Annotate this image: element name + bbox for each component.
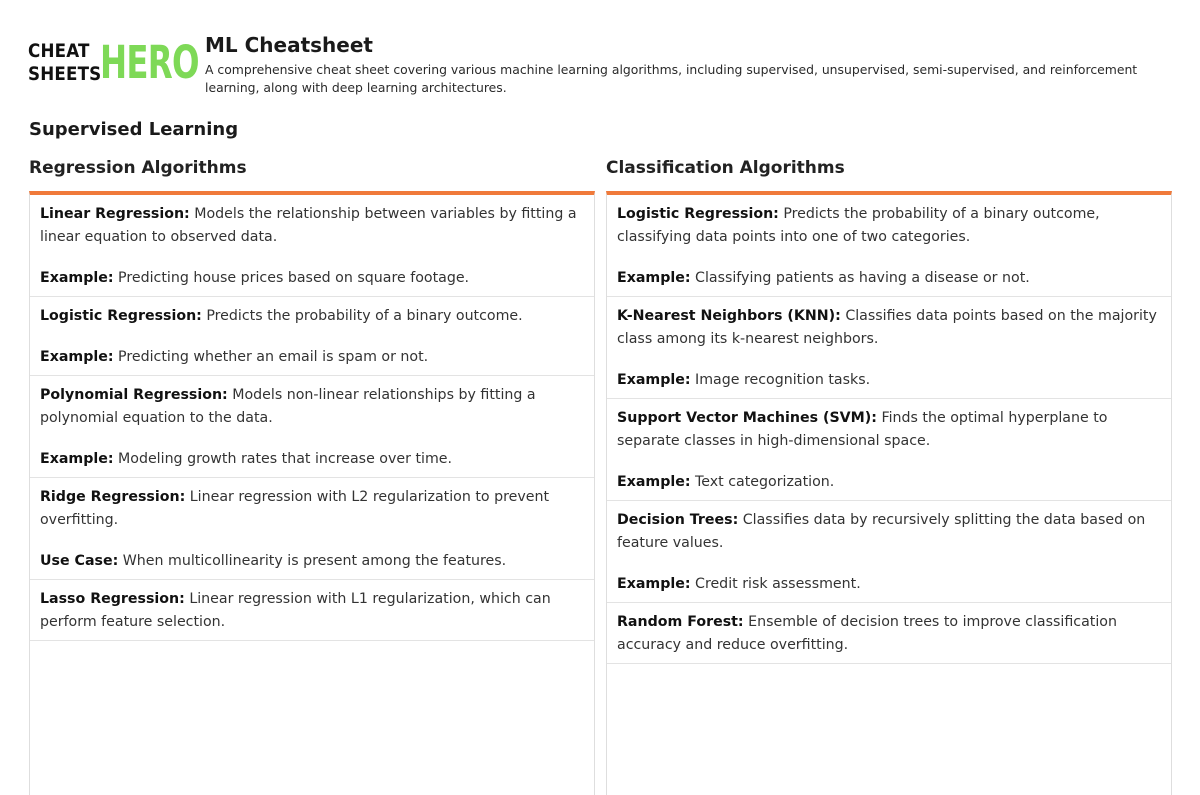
item-name: Logistic Regression: (40, 308, 202, 324)
regression-column (29, 157, 595, 795)
item-description: Linear regression with L2 regularization to prevent overfitting. (40, 489, 550, 528)
logo-word-cheat: CHEAT (28, 40, 90, 62)
logo[interactable] (28, 36, 199, 89)
item-example-label: Example: (617, 372, 691, 388)
list-item (30, 297, 594, 376)
list-item (30, 478, 594, 580)
item-example-label: Example: (617, 270, 691, 286)
column-title: Regression Algorithms (29, 158, 247, 178)
item-name: Random Forest: (617, 614, 744, 630)
classification-column (606, 157, 1172, 795)
item-name: Support Vector Machines (SVM): (617, 410, 877, 426)
item-example: Classifying patients as having a disease or not. (695, 270, 1030, 286)
item-name: K-Nearest Neighbors (KNN): (617, 308, 841, 324)
item-example-label: Example: (617, 474, 691, 490)
item-description: Predicts the probability of a binary outcome, classifying data points into one of two categories. (617, 206, 1100, 245)
list-item (607, 399, 1171, 501)
item-name: Logistic Regression: (617, 206, 779, 222)
item-example-label: Example: (40, 270, 114, 286)
item-example-label: Use Case: (40, 553, 119, 569)
column-title: Classification Algorithms (606, 158, 845, 178)
item-example: When multicollinearity is present among the features. (122, 553, 507, 569)
item-name: Decision Trees: (617, 512, 739, 528)
list-item (607, 603, 1171, 664)
item-description: Classifies data points based on the majority class among its k-nearest neighbors. (617, 308, 1157, 347)
item-description: Models non-linear relationships by fitting a polynomial equation to the data. (40, 387, 536, 426)
logo-word-sheets: SHEETS (28, 63, 102, 85)
item-example: Modeling growth rates that increase over time. (118, 451, 453, 467)
item-name: Lasso Regression: (40, 591, 185, 607)
logo-word-hero: HERO (100, 36, 199, 89)
item-example-label: Example: (40, 451, 114, 467)
item-description: Classifies data by recursively splitting the data based on feature values. (617, 512, 1146, 551)
item-name: Ridge Regression: (40, 489, 186, 505)
item-example: Predicting house prices based on square footage. (118, 270, 470, 286)
item-name: Linear Regression: (40, 206, 190, 222)
item-name: Polynomial Regression: (40, 387, 228, 403)
list-item (30, 376, 594, 478)
item-example-label: Example: (617, 576, 691, 592)
item-example-label: Example: (40, 349, 114, 365)
list-item (607, 195, 1171, 297)
item-description: Ensemble of decision trees to improve classification accuracy and reduce overfitting. (617, 614, 1117, 653)
item-description: Predicts the probability of a binary outcome. (206, 308, 523, 324)
list-item (30, 580, 594, 641)
regression-card (29, 191, 595, 795)
item-example: Text categorization. (695, 474, 835, 490)
item-example: Predicting whether an email is spam or not. (118, 349, 429, 365)
list-item (607, 501, 1171, 603)
item-description: Models the relationship between variables by fitting a linear equation to observed data. (40, 206, 577, 245)
page-description: A comprehensive cheat sheet covering various machine learning algorithms, including supervised, unsupervised, semi-supervised, and reinforcement learning, along with deep learning architectures. (205, 62, 1138, 95)
list-item (607, 297, 1171, 399)
classification-card (606, 191, 1172, 795)
item-description: Finds the optimal hyperplane to separate classes in high-dimensional space. (617, 410, 1108, 449)
page-title: ML Cheatsheet (205, 33, 373, 57)
list-item (30, 195, 594, 297)
item-description: Linear regression with L1 regularization, which can perform feature selection. (40, 591, 551, 630)
section-title: Supervised Learning (29, 119, 239, 140)
item-example: Credit risk assessment. (695, 576, 861, 592)
item-example: Image recognition tasks. (695, 372, 871, 388)
